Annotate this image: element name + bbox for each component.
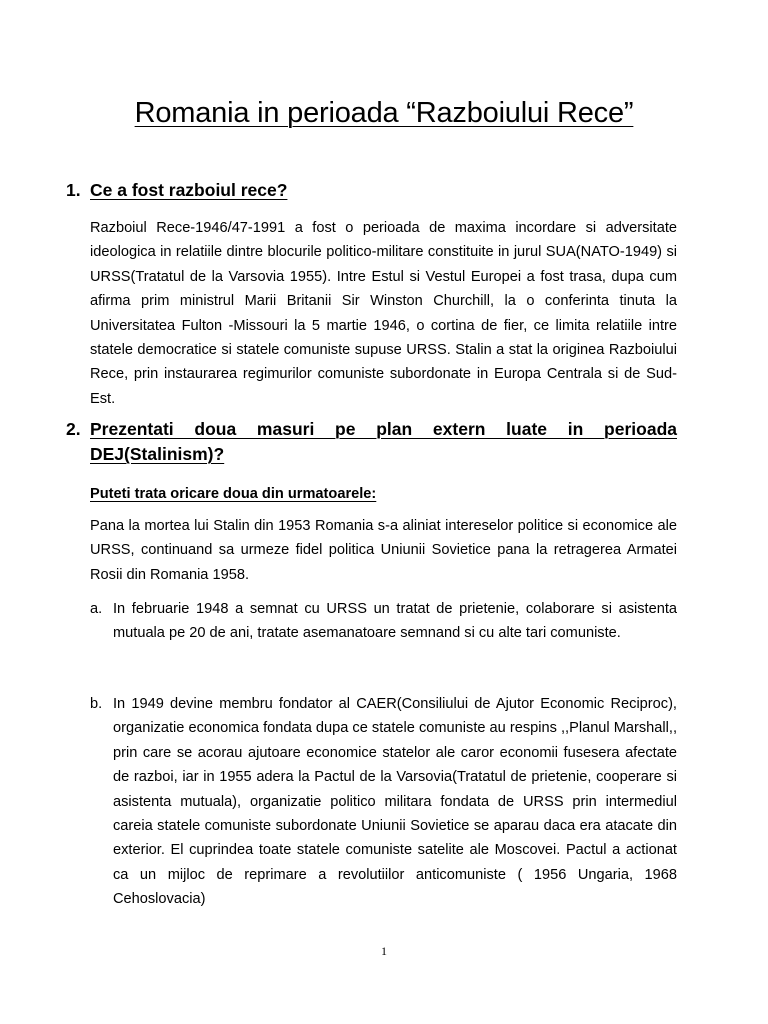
section-1-heading: [66, 178, 677, 203]
section-2-number: 2.: [66, 419, 81, 439]
section-1-heading-text: Ce a fost razboiul rece?: [90, 180, 288, 200]
page-title: Romania in perioada “Razboiului Rece”: [134, 97, 634, 129]
list-item-b: [90, 692, 677, 912]
section-1-paragraph: Razboiul Rece-1946/47-1991 a fost o perioada de maxima incordare si adversitate ideologica in relatiile dintre blocurile politico-militare constituite in jurul SUA(NATO-1949) si URSS(Tratatul de la Varsovia 1955). Intre Estul si Vestul Europei a fost trasa, dupa cum afirma prim ministrul Marii Britanii Sir Winston Churchill, la o conferinta tinuta la Universitatea Fulton -Missouri la 5 martie 1946, o cortina de fier, ce limita relatiile intre statele democratice si statele comuniste supuse URSS. Stalin a stat la originea Razboiului Rece, prin instaurarea regimurilor comuniste subordonate in Europa Centrala si de Sud-Est.: [90, 220, 677, 407]
section-2-heading: [66, 417, 677, 467]
section-2-subheading: Puteti trata oricare doua din urmatoarele:: [90, 486, 377, 502]
list-item-b-label: b.: [90, 696, 103, 712]
list-item-a-label: a.: [90, 601, 103, 617]
list-item-a-text: In februarie 1948 a semnat cu URSS un tratat de prietenie, colaborare si asistenta mutuala pe 20 de ani, tratate asemanatoare semnand si cu alte tari comuniste.: [113, 601, 677, 642]
section-2-heading-text: Prezentati doua masuri pe plan extern luate in perioada DEJ(Stalinism)?: [90, 419, 677, 464]
section-2-intro: Pana la mortea lui Stalin din 1953 Romania s-a aliniat intereselor politice si economice ale URSS, continuand sa urmeze fidel politica Uniunii Sovietice pana la retragerea Armatei Rosii din Romania 1958.: [90, 518, 677, 583]
list-item-a: [90, 597, 677, 646]
list-item-b-text: In 1949 devine membru fondator al CAER(Consiliului de Ajutor Economic Reciproc), organizatie economica fondata dupa ce statele comuniste au respins ,,Planul Marshall,, prin care se acorau ajutoare economice statelor ale caror economii fusesera afectate de razboi, iar in 1955 adera la Pactul de la Varsovia(Tratatul de prietenie, cooperare si asistenta mutuala), organizatie politico militara fondata de URSS prin intermediul careia statele comuniste subordonate Uniunii Sovietice se aparau daca era atacate din exterior. El cuprindea toate statele comuniste satelite ale Moscovei. Pactul a actionat ca un mijloc de reprimare a revolutiilor anticomuniste ( 1956 Ungaria, 1968 Cehoslovacia): [113, 696, 677, 908]
page-number: 1: [381, 944, 387, 958]
section-1-number: 1.: [66, 180, 81, 200]
